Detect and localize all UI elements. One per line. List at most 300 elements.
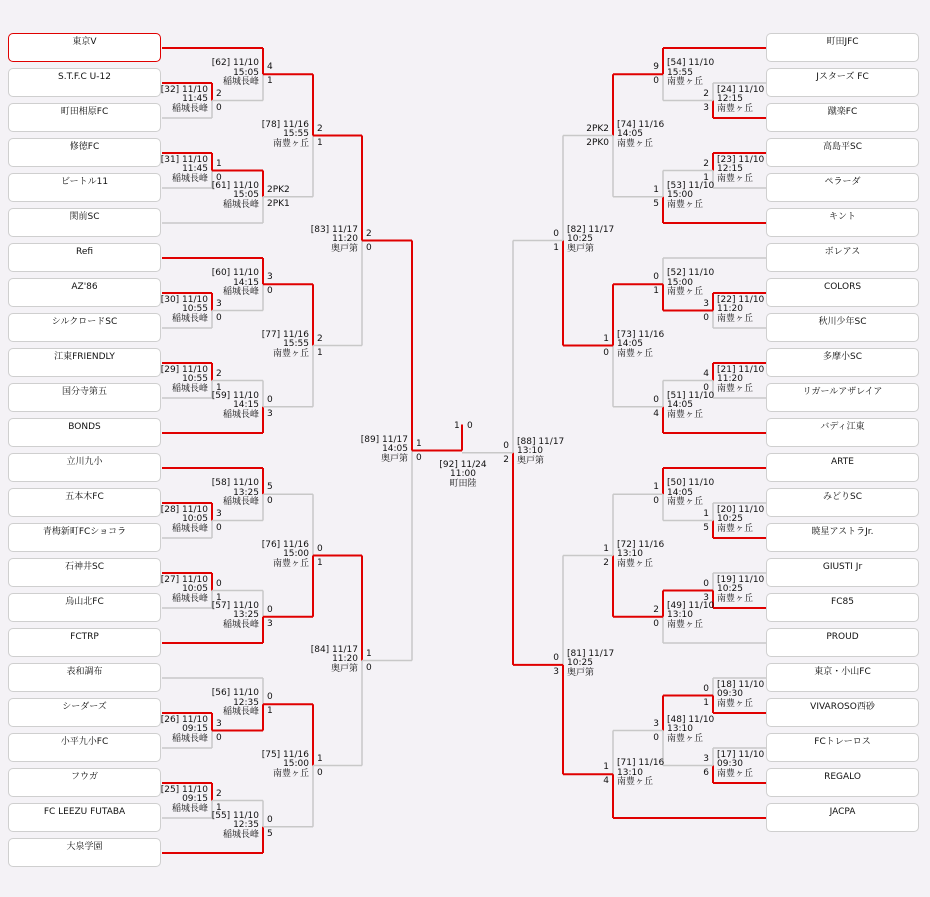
match-info-line: 10:25 xyxy=(717,584,743,594)
score-top: 1 xyxy=(416,438,422,449)
team-box-left: 関前SC xyxy=(8,208,161,237)
team-box-left: 東京V xyxy=(8,33,161,62)
match-info-line: [51] 11/10 xyxy=(667,390,715,401)
match-info xyxy=(361,436,408,465)
match-info-line: 11:20 xyxy=(332,234,358,244)
match-info-line: [71] 11/16 xyxy=(617,758,665,769)
match-info-line: [76] 11/16 xyxy=(261,539,309,550)
score-bottom: 0 xyxy=(216,522,222,533)
final-score-left: 1 xyxy=(454,420,460,431)
match-info-line: 奥戸第 xyxy=(380,453,408,464)
score-bottom: 1 xyxy=(703,697,709,708)
match-info xyxy=(617,759,664,788)
match-info-line: 南豊ヶ丘 xyxy=(667,409,704,420)
team-box-right: ARTE xyxy=(766,453,919,482)
match-info xyxy=(212,689,259,718)
score-top: 0 xyxy=(553,652,559,663)
match-info-line: 南豊ヶ丘 xyxy=(717,103,754,114)
match-info-line: 15:55 xyxy=(667,67,693,78)
score-top: 2 xyxy=(317,333,323,344)
match-info xyxy=(161,716,208,745)
match-info-line: 13:10 xyxy=(667,724,693,734)
match-info-line: 稲城長峰 xyxy=(222,199,259,210)
match-info-line: 奥戸第 xyxy=(567,667,595,678)
match-info-line: 南豊ヶ丘 xyxy=(717,313,754,324)
team-box-left: Refi xyxy=(8,243,161,272)
team-box-left: フウガ xyxy=(8,768,161,797)
match-info-line: [50] 11/10 xyxy=(667,478,715,489)
match-info-line: [77] 11/16 xyxy=(261,329,309,340)
match-info-line: 稲城長峰 xyxy=(171,173,208,184)
match-info-line: [75] 11/16 xyxy=(261,749,309,760)
team-box-right: 東京・小山FC xyxy=(766,663,919,692)
match-info xyxy=(161,786,208,815)
match-info-line: 南豊ヶ丘 xyxy=(272,348,309,359)
match-info-line: 10:55 xyxy=(182,374,208,384)
match-info-line: 稲城長峰 xyxy=(171,803,208,814)
match-info-line: 11:20 xyxy=(717,374,743,384)
team-box-right: 蹴楽FC xyxy=(766,103,919,132)
match-info-line: [29] 11/10 xyxy=(160,364,208,375)
match-info-line: 稲城長峰 xyxy=(222,707,259,718)
team-box-left: 立川九小 xyxy=(8,453,161,482)
final-info-line: [92] 11/24 xyxy=(439,459,487,470)
score-bottom: 3 xyxy=(553,666,559,677)
match-info-line: [62] 11/10 xyxy=(211,58,259,69)
match-info-line: 南豊ヶ丘 xyxy=(717,173,754,184)
team-box-right: ボレアス xyxy=(766,243,919,272)
score-bottom: 1 xyxy=(553,242,559,253)
match-info-line: [89] 11/17 xyxy=(360,434,408,445)
team-box-right: ペラーダ xyxy=(766,173,919,202)
match-info xyxy=(517,438,564,467)
team-box-left: 江東FRIENDLY xyxy=(8,348,161,377)
score-top: 1 xyxy=(603,543,609,554)
match-info-line: 14:05 xyxy=(667,487,693,498)
score-top: 2PK2 xyxy=(586,123,609,134)
match-info-line: 稲城長峰 xyxy=(222,409,259,420)
match-info-line: 14:15 xyxy=(233,400,259,411)
match-info-line: [23] 11/10 xyxy=(717,154,765,165)
match-info-line: 10:05 xyxy=(182,584,208,594)
score-top: 3 xyxy=(703,298,709,309)
match-info-line: 南豊ヶ丘 xyxy=(617,348,654,359)
match-info-line: [30] 11/10 xyxy=(160,294,208,305)
team-box-right: キント xyxy=(766,208,919,237)
match-info xyxy=(262,751,309,780)
match-info-line: 12:15 xyxy=(717,94,743,104)
match-info xyxy=(717,296,764,325)
final-info xyxy=(437,461,489,490)
match-info-line: 15:00 xyxy=(283,759,309,769)
score-bottom: 4 xyxy=(603,776,609,787)
match-info-line: [49] 11/10 xyxy=(667,600,715,611)
match-info xyxy=(667,269,714,298)
match-info-line: 10:05 xyxy=(182,514,208,524)
score-top: 3 xyxy=(703,753,709,764)
score-bottom: 5 xyxy=(267,828,273,839)
match-info xyxy=(717,576,764,605)
match-info-line: 15:55 xyxy=(283,339,309,349)
score-top: 0 xyxy=(267,814,273,825)
match-info-line: 南豊ヶ丘 xyxy=(717,768,754,779)
match-info-line: [19] 11/10 xyxy=(717,574,765,585)
score-top: 2PK2 xyxy=(267,184,290,195)
match-info-line: [78] 11/16 xyxy=(261,119,309,130)
match-info-line: 奥戸第 xyxy=(330,663,358,674)
match-info-line: 南豊ヶ丘 xyxy=(272,558,309,569)
final-score-right: 0 xyxy=(467,420,473,431)
team-box-left: 修徳FC xyxy=(8,138,161,167)
match-info xyxy=(161,506,208,535)
final-info-line: 町田陸 xyxy=(449,478,477,489)
match-info-line: [57] 11/10 xyxy=(211,600,259,611)
score-top: 3 xyxy=(216,718,222,729)
score-top: 3 xyxy=(267,272,273,283)
score-top: 1 xyxy=(653,184,659,195)
team-box-right: 多摩小SC xyxy=(766,348,919,377)
match-info-line: 11:45 xyxy=(182,164,208,174)
score-bottom: 3 xyxy=(267,408,273,419)
score-bottom: 1 xyxy=(216,592,222,603)
score-top: 0 xyxy=(653,394,659,405)
score-bottom: 0 xyxy=(703,382,709,393)
match-info xyxy=(567,650,614,679)
team-box-right: REGALO xyxy=(766,768,919,797)
team-box-right: 高島平SC xyxy=(766,138,919,167)
score-bottom: 0 xyxy=(366,242,372,253)
score-top: 1 xyxy=(703,508,709,519)
match-info xyxy=(212,392,259,421)
match-info-line: 13:10 xyxy=(617,549,643,559)
match-info-line: [31] 11/10 xyxy=(160,154,208,165)
match-info-line: [60] 11/10 xyxy=(211,268,259,279)
score-top: 1 xyxy=(653,482,659,493)
team-box-left: 町田相原FC xyxy=(8,103,161,132)
score-top: 0 xyxy=(267,692,273,703)
team-box-left: 五本木FC xyxy=(8,488,161,517)
match-info-line: 稲城長峰 xyxy=(222,619,259,630)
score-top: 0 xyxy=(267,394,273,405)
score-top: 0 xyxy=(553,228,559,239)
match-info-line: 10:25 xyxy=(717,514,743,524)
match-info xyxy=(617,541,664,570)
score-top: 1 xyxy=(603,333,609,344)
match-info-line: 09:30 xyxy=(717,759,743,769)
team-box-left: 烏山北FC xyxy=(8,593,161,622)
match-info xyxy=(667,716,714,745)
score-bottom: 4 xyxy=(653,408,659,419)
score-bottom: 0 xyxy=(703,312,709,323)
score-top: 0 xyxy=(703,683,709,694)
match-info xyxy=(161,576,208,605)
team-box-right: COLORS xyxy=(766,278,919,307)
match-info-line: 09:15 xyxy=(182,794,208,804)
score-top: 3 xyxy=(216,508,222,519)
match-info-line: 奥戸第 xyxy=(567,243,595,254)
match-info-line: 稲城長峰 xyxy=(222,497,259,508)
team-box-left: BONDS xyxy=(8,418,161,447)
team-box-right: PROUD xyxy=(766,628,919,657)
score-bottom: 5 xyxy=(653,198,659,209)
match-info-line: 稲城長峰 xyxy=(171,593,208,604)
match-info xyxy=(212,479,259,508)
match-info-line: 南豊ヶ丘 xyxy=(617,777,654,788)
match-info-line: [73] 11/16 xyxy=(617,329,665,340)
team-box-left: 小平九小FC xyxy=(8,733,161,762)
match-info xyxy=(617,331,664,360)
score-bottom: 1 xyxy=(267,76,273,87)
team-box-right: FC85 xyxy=(766,593,919,622)
match-info xyxy=(311,646,358,675)
score-top: 2 xyxy=(366,228,372,239)
score-top: 0 xyxy=(503,440,509,451)
match-info-line: 南豊ヶ丘 xyxy=(717,383,754,394)
score-bottom: 2 xyxy=(503,454,509,465)
score-top: 3 xyxy=(653,718,659,729)
match-info xyxy=(717,751,764,780)
match-info xyxy=(717,506,764,535)
score-bottom: 0 xyxy=(216,312,222,323)
match-info xyxy=(262,121,309,150)
match-info-line: 南豊ヶ丘 xyxy=(667,287,704,298)
score-bottom: 0 xyxy=(603,347,609,358)
match-info-line: 南豊ヶ丘 xyxy=(717,523,754,534)
match-info xyxy=(262,331,309,360)
score-bottom: 0 xyxy=(416,452,422,463)
score-bottom: 0 xyxy=(216,102,222,113)
match-info-line: [53] 11/10 xyxy=(667,180,715,191)
score-top: 2 xyxy=(317,123,323,134)
match-info xyxy=(617,121,664,150)
match-info-line: 12:15 xyxy=(717,164,743,174)
match-info-line: 12:35 xyxy=(233,820,259,831)
match-info-line: 13:10 xyxy=(667,610,693,621)
match-info xyxy=(161,156,208,185)
match-info-line: 南豊ヶ丘 xyxy=(717,698,754,709)
match-info-line: 奥戸第 xyxy=(517,455,545,466)
match-info-line: 稲城長峰 xyxy=(222,77,259,88)
team-box-right: 暁星アストラJr. xyxy=(766,523,919,552)
match-info-line: 14:05 xyxy=(667,400,693,411)
match-info xyxy=(212,602,259,631)
match-info-line: 15:00 xyxy=(283,549,309,559)
score-top: 2 xyxy=(703,158,709,169)
score-bottom: 1 xyxy=(216,382,222,393)
match-info xyxy=(717,681,764,710)
score-bottom: 3 xyxy=(703,102,709,113)
score-bottom: 0 xyxy=(216,732,222,743)
match-info xyxy=(212,59,259,88)
match-info-line: 12:35 xyxy=(233,697,259,708)
score-top: 2 xyxy=(703,88,709,99)
score-top: 0 xyxy=(317,543,323,554)
match-info xyxy=(212,182,259,211)
score-bottom: 2PK1 xyxy=(267,198,290,209)
match-info xyxy=(212,812,259,841)
final-info-line: 11:00 xyxy=(450,469,476,479)
match-info xyxy=(717,366,764,395)
match-info-line: [54] 11/10 xyxy=(667,58,715,69)
match-info-line: [32] 11/10 xyxy=(160,84,208,95)
score-bottom: 0 xyxy=(267,286,273,297)
score-top: 4 xyxy=(703,368,709,379)
score-bottom: 0 xyxy=(267,496,273,507)
match-info-line: 11:20 xyxy=(332,654,358,664)
team-box-right: GIUSTI Jr xyxy=(766,558,919,587)
score-bottom: 0 xyxy=(366,662,372,673)
match-info-line: 稲城長峰 xyxy=(171,523,208,534)
match-info xyxy=(667,602,714,631)
team-box-right: Jスターズ FC xyxy=(766,68,919,97)
score-top: 2 xyxy=(653,604,659,615)
match-info-line: 稲城長峰 xyxy=(171,383,208,394)
match-info-line: 稲城長峰 xyxy=(222,287,259,298)
score-bottom: 2PK0 xyxy=(586,137,609,148)
match-info-line: 13:25 xyxy=(233,487,259,498)
match-info-line: 10:55 xyxy=(182,304,208,314)
score-top: 0 xyxy=(703,578,709,589)
score-bottom: 1 xyxy=(703,172,709,183)
match-info-line: 15:05 xyxy=(233,67,259,78)
match-info-line: [61] 11/10 xyxy=(211,180,259,191)
match-info-line: 稲城長峰 xyxy=(171,733,208,744)
team-box-right: みどりSC xyxy=(766,488,919,517)
match-info-line: [59] 11/10 xyxy=(211,390,259,401)
score-bottom: 0 xyxy=(317,767,323,778)
match-info-line: 南豊ヶ丘 xyxy=(667,497,704,508)
score-top: 0 xyxy=(267,604,273,615)
score-bottom: 3 xyxy=(267,618,273,629)
score-top: 2 xyxy=(216,88,222,99)
score-bottom: 1 xyxy=(317,347,323,358)
team-box-right: 秋川少年SC xyxy=(766,313,919,342)
team-box-left: 表和調布 xyxy=(8,663,161,692)
match-info-line: [24] 11/10 xyxy=(717,84,765,95)
team-box-left: 国分寺第五 xyxy=(8,383,161,412)
match-info xyxy=(161,366,208,395)
score-bottom: 1 xyxy=(317,137,323,148)
team-box-left: AZ'86 xyxy=(8,278,161,307)
match-info-line: 09:30 xyxy=(717,689,743,699)
match-info-line: [84] 11/17 xyxy=(310,644,358,655)
score-top: 1 xyxy=(317,753,323,764)
score-top: 4 xyxy=(267,62,273,73)
match-info xyxy=(212,269,259,298)
score-bottom: 5 xyxy=(703,522,709,533)
match-info-line: 14:05 xyxy=(617,339,643,349)
match-info-line: [83] 11/17 xyxy=(310,224,358,235)
team-box-left: 大泉学園 xyxy=(8,838,161,867)
score-top: 1 xyxy=(216,158,222,169)
match-info-line: 14:15 xyxy=(233,277,259,288)
match-info xyxy=(717,86,764,115)
match-info-line: 10:25 xyxy=(567,234,593,244)
match-info-line: 11:45 xyxy=(182,94,208,104)
match-info-line: [55] 11/10 xyxy=(211,810,259,821)
match-info-line: [74] 11/16 xyxy=(617,119,665,130)
team-box-right: リガールアザレイア xyxy=(766,383,919,412)
match-info xyxy=(311,226,358,255)
match-info-line: 稲城長峰 xyxy=(171,313,208,324)
score-top: 0 xyxy=(653,272,659,283)
match-info-line: 南豊ヶ丘 xyxy=(272,768,309,779)
score-bottom: 2 xyxy=(603,557,609,568)
match-info-line: [48] 11/10 xyxy=(667,714,715,725)
match-info-line: [72] 11/16 xyxy=(617,539,665,550)
score-bottom: 1 xyxy=(267,706,273,717)
score-top: 2 xyxy=(216,788,222,799)
match-info-line: 15:55 xyxy=(283,129,309,139)
match-info-line: [22] 11/10 xyxy=(717,294,765,305)
match-info-line: [20] 11/10 xyxy=(717,504,765,515)
team-box-left: S.T.F.C U-12 xyxy=(8,68,161,97)
match-info-line: [21] 11/10 xyxy=(717,364,765,375)
team-box-left: 青梅新町FCショコラ xyxy=(8,523,161,552)
match-info xyxy=(161,86,208,115)
match-info-line: 11:20 xyxy=(717,304,743,314)
match-info xyxy=(262,541,309,570)
match-info xyxy=(667,59,714,88)
score-top: 0 xyxy=(216,578,222,589)
match-info-line: 奥戸第 xyxy=(330,243,358,254)
match-info-line: 南豊ヶ丘 xyxy=(272,138,309,149)
team-box-left: ビートル11 xyxy=(8,173,161,202)
match-info-line: 南豊ヶ丘 xyxy=(617,138,654,149)
team-box-right: FCトレーロス xyxy=(766,733,919,762)
match-info-line: [25] 11/10 xyxy=(160,784,208,795)
match-info-line: 09:15 xyxy=(182,724,208,734)
match-info xyxy=(667,182,714,211)
score-top: 9 xyxy=(653,62,659,73)
match-info-line: 14:05 xyxy=(617,129,643,139)
score-top: 3 xyxy=(216,298,222,309)
match-info-line: [58] 11/10 xyxy=(211,478,259,489)
match-info-line: 13:25 xyxy=(233,610,259,621)
score-top: 2 xyxy=(216,368,222,379)
score-bottom: 1 xyxy=(653,286,659,297)
match-info-line: [18] 11/10 xyxy=(717,679,765,690)
match-info-line: 稲城長峰 xyxy=(171,103,208,114)
score-bottom: 0 xyxy=(653,618,659,629)
match-info-line: 南豊ヶ丘 xyxy=(617,558,654,569)
score-top: 1 xyxy=(366,648,372,659)
score-bottom: 3 xyxy=(703,592,709,603)
score-top: 1 xyxy=(603,762,609,773)
match-info-line: 15:00 xyxy=(667,190,693,201)
match-info-line: 14:05 xyxy=(382,444,408,454)
match-info xyxy=(667,392,714,421)
team-box-left: シルクロードSC xyxy=(8,313,161,342)
score-bottom: 1 xyxy=(216,802,222,813)
match-info-line: 南豊ヶ丘 xyxy=(667,199,704,210)
match-info-line: 南豊ヶ丘 xyxy=(667,733,704,744)
match-info xyxy=(667,479,714,508)
match-info-line: [17] 11/10 xyxy=(717,749,765,760)
score-bottom: 0 xyxy=(653,496,659,507)
match-info xyxy=(567,226,614,255)
score-bottom: 1 xyxy=(317,557,323,568)
match-info-line: 稲城長峰 xyxy=(222,829,259,840)
match-info-line: [88] 11/17 xyxy=(517,436,565,447)
team-box-right: VIVAROSO西砂 xyxy=(766,698,919,727)
match-info-line: 13:10 xyxy=(517,446,543,457)
match-info-line: 10:25 xyxy=(567,658,593,669)
match-info-line: [82] 11/17 xyxy=(567,224,615,235)
team-box-right: JACPA xyxy=(766,803,919,832)
team-box-left: 石神井SC xyxy=(8,558,161,587)
match-info-line: 13:10 xyxy=(617,767,643,778)
